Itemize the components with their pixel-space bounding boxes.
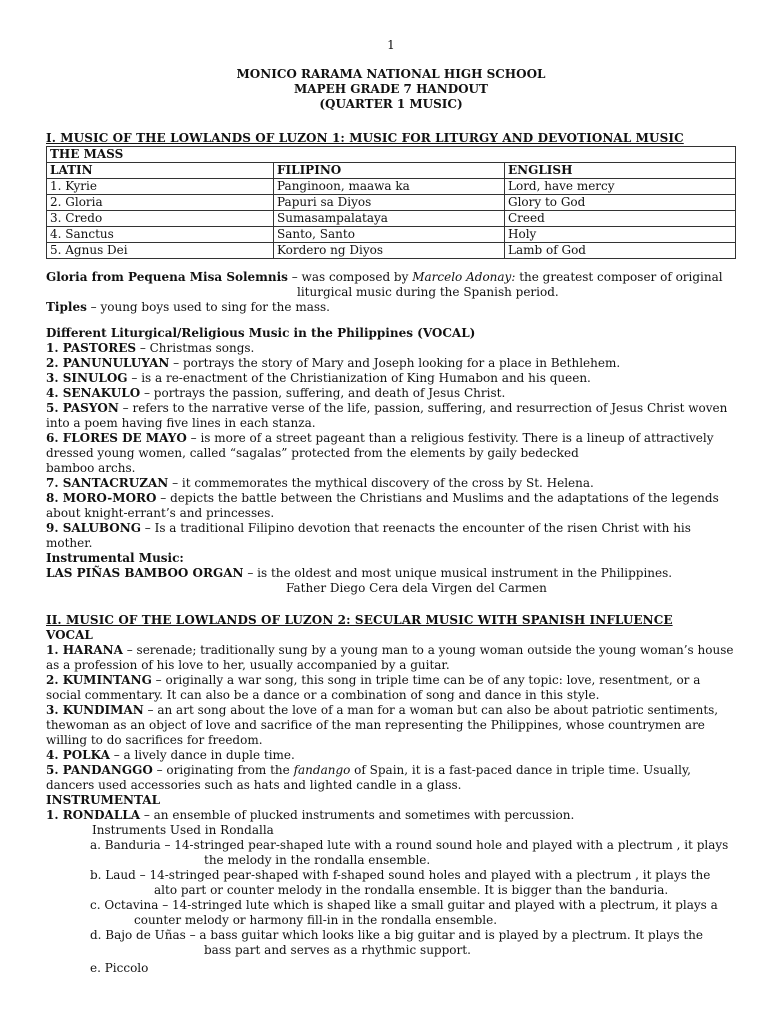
mass-table: [46, 146, 736, 259]
definition: – is the oldest and most unique musical instrument in the Philippines.: [243, 566, 673, 580]
rondalla-paragraph: [46, 808, 736, 823]
table-caption-row: [47, 147, 736, 163]
rondalla-subheading: Instruments Used in Rondalla: [92, 823, 274, 837]
list-item: [46, 356, 736, 371]
term: 1. RONDALLA: [46, 808, 141, 822]
liturgical-music-list: [46, 341, 736, 551]
list-item: [46, 673, 736, 703]
term: 5. PANDANGGO: [46, 763, 153, 777]
definition: – is more of a street pageant than a religious festivity. There is a lineup of attractively dressed young women, called “sagalas” protected from the elements by gaily bedecked: [46, 431, 714, 460]
definition: – Christmas songs.: [136, 341, 255, 355]
definition: – a lively dance in duple time.: [109, 748, 295, 762]
table-row: [47, 179, 736, 195]
secular-music-list: [46, 643, 736, 763]
definition: – is a re-enactment of the Christianization of King Humabon and his queen.: [127, 371, 591, 385]
definition: of Spain, it is a fast-paced dance in triple time. Usually, dancers used accessories such as hats and lighted candle in a glass.: [46, 763, 691, 792]
table-row: [47, 227, 736, 243]
list-item: [46, 371, 736, 386]
term: 1. HARANA: [46, 643, 123, 657]
definition: – an art song about the love of a man for a woman but can also be about patriotic sentiments, thewoman as an object of love and sacrifice of the man representing the Philippines, whose countrymen are willing to do sacrifices for freedom.: [46, 703, 719, 747]
organ-paragraph: [46, 566, 736, 581]
vocal-heading-2: VOCAL: [46, 628, 93, 642]
table-cell: Kordero ng Diyos: [274, 243, 505, 259]
list-item: [46, 461, 736, 476]
table-caption: THE MASS: [47, 147, 736, 163]
vocal-heading: Different Liturgical/Religious Music in the Philippines (VOCAL): [46, 326, 476, 340]
definition: – portrays the passion, suffering, and death of Jesus Christ.: [140, 386, 506, 400]
term: Gloria from Pequena Misa Solemnis: [46, 270, 288, 284]
definition: – serenade; traditionally sung by a young man to a young woman outside the young woman’s house as a profession of his love to her, usually accompanied by a guitar.: [46, 643, 734, 672]
instrumental-heading-2: INSTRUMENTAL: [46, 793, 161, 807]
document-header: [46, 67, 736, 112]
term: 1. PASTORES: [46, 341, 136, 355]
list-item: [46, 521, 736, 551]
definition: – it commemorates the mythical discovery of the cross by St. Helena.: [168, 476, 594, 490]
list-item: [46, 748, 736, 763]
definition: – originally a war song, this song in triple time can be of any topic: love, resentment, or a social commentary. It can also be a dance or a combination of song and dance in this style.: [46, 673, 701, 702]
section1-title: I. MUSIC OF THE LOWLANDS OF LUZON 1: MUSIC FOR LITURGY AND DEVOTIONAL MUSIC: [46, 131, 684, 145]
definition: – originating from the: [152, 763, 294, 777]
piccolo-item: e. Piccolo: [90, 961, 149, 975]
term: 2. KUMINTANG: [46, 673, 152, 687]
term: 7. SANTACRUZAN: [46, 476, 169, 490]
organ-continuation: Father Diego Cera dela Virgen del Carmen: [286, 581, 547, 595]
table-cell: Lord, have mercy: [505, 179, 736, 195]
octavina-continuation: counter melody or harmony fill-in in the rondalla ensemble.: [134, 913, 498, 927]
handout-page: [46, 38, 736, 976]
term: 5. PASYON: [46, 401, 119, 415]
definition: – was composed by: [287, 270, 413, 284]
gloria-paragraph: [46, 270, 736, 285]
laud-continuation: alto part or counter melody in the rondalla ensemble. It is bigger than the banduria.: [154, 883, 669, 897]
table-cell: Glory to God: [505, 195, 736, 211]
banduria-continuation: the melody in the rondalla ensemble.: [204, 853, 431, 867]
definition: – depicts the battle between the Christians and Muslims and the adaptations of the legends about knight-errant’s and princesses.: [46, 491, 719, 520]
table-cell: 2. Gloria: [47, 195, 274, 211]
definition: – young boys used to sing for the mass.: [86, 300, 330, 314]
column-header: LATIN: [47, 163, 274, 179]
term: 3. SINULOG: [46, 371, 128, 385]
table-cell: Holy: [505, 227, 736, 243]
definition: bamboo archs.: [46, 461, 136, 475]
bajo-continuation: bass part and serves as a rhythmic support.: [204, 943, 471, 957]
definition: the greatest composer of original: [515, 270, 723, 284]
table-cell: 1. Kyrie: [47, 179, 274, 195]
list-item: [46, 476, 736, 491]
term: 9. SALUBONG: [46, 521, 141, 535]
list-item: [46, 491, 736, 521]
term: Tiples: [46, 300, 87, 314]
list-item: [46, 341, 736, 356]
tiples-paragraph: [46, 300, 736, 315]
table-cell: 4. Sanctus: [47, 227, 274, 243]
page-number: 1: [387, 38, 395, 52]
octavina-item: c. Octavina – 14-stringed lute which is shaped like a small guitar and played with a plectrum, it plays a: [90, 898, 718, 912]
quarter-label: (QUARTER 1 MUSIC): [319, 97, 463, 111]
table-row: [47, 243, 736, 259]
section2-title: II. MUSIC OF THE LOWLANDS OF LUZON 2: SECULAR MUSIC WITH SPANISH INFLUENCE: [46, 613, 673, 627]
term: 8. MORO-MORO: [46, 491, 157, 505]
table-cell: 5. Agnus Dei: [47, 243, 274, 259]
table-cell: Panginoon, maawa ka: [274, 179, 505, 195]
term: LAS PIÑAS BAMBOO ORGAN: [46, 566, 244, 580]
gloria-continuation: liturgical music during the Spanish period.: [297, 285, 559, 299]
composer-name: Marcelo Adonay:: [412, 270, 516, 284]
list-item: [46, 703, 736, 748]
column-header: FILIPINO: [274, 163, 505, 179]
definition: – an ensemble of plucked instruments and sometimes with percussion.: [140, 808, 575, 822]
list-item: [46, 401, 736, 431]
column-header: ENGLISH: [505, 163, 736, 179]
banduria-item: a. Banduria – 14-stringed pear-shaped lute with a round sound hole and played with a plectrum , it plays: [90, 838, 729, 852]
table-header-row: [47, 163, 736, 179]
list-item: [46, 643, 736, 673]
list-item: [46, 386, 736, 401]
definition: – Is a traditional Filipino devotion that reenacts the encounter of the risen Christ with his mother.: [46, 521, 691, 550]
table-row: [47, 211, 736, 227]
term: 4. POLKA: [46, 748, 110, 762]
pandanggo-paragraph: [46, 763, 736, 793]
table-cell: Lamb of God: [505, 243, 736, 259]
school-name: MONICO RARAMA NATIONAL HIGH SCHOOL: [236, 67, 546, 81]
table-cell: Santo, Santo: [274, 227, 505, 243]
fandango-word: fandango: [293, 763, 351, 777]
term: 4. SENAKULO: [46, 386, 141, 400]
laud-item: b. Laud – 14-stringed pear-shaped with f-shaped sound holes and played with a plectrum , it plays the: [90, 868, 711, 882]
handout-title: MAPEH GRADE 7 HANDOUT: [294, 82, 488, 96]
table-row: [47, 195, 736, 211]
definition: – portrays the story of Mary and Joseph looking for a place in Bethlehem.: [169, 356, 621, 370]
instrumental-heading: Instrumental Music:: [46, 551, 184, 565]
table-cell: Sumasampalataya: [274, 211, 505, 227]
table-cell: Creed: [505, 211, 736, 227]
definition: – refers to the narrative verse of the life, passion, suffering, and resurrection of Jesus Christ woven into a poem having five lines in each stanza.: [46, 401, 728, 430]
term: 3. KUNDIMAN: [46, 703, 144, 717]
table-cell: Papuri sa Diyos: [274, 195, 505, 211]
list-item: [46, 431, 736, 461]
term: 2. PANUNULUYAN: [46, 356, 170, 370]
table-cell: 3. Credo: [47, 211, 274, 227]
bajo-item: d. Bajo de Uñas – a bass guitar which looks like a big guitar and is played by a plectrum. It plays the: [90, 928, 703, 942]
term: 6. FLORES DE MAYO: [46, 431, 187, 445]
